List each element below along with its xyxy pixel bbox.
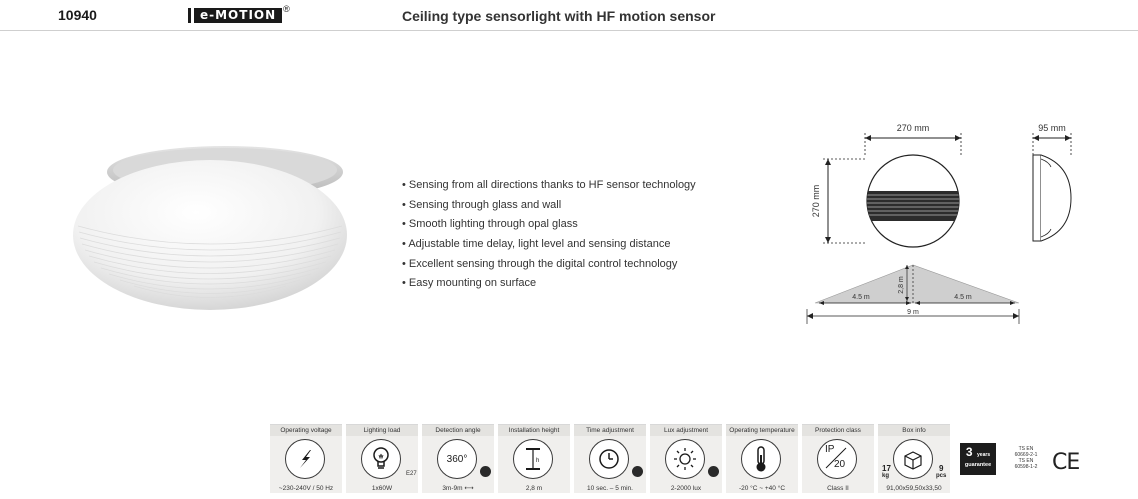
- dim-range-left-label: 4.5 m: [852, 294, 870, 301]
- guarantee-word: guarantee: [964, 462, 992, 468]
- feature-item: • Sensing from all directions thanks to HF sensor technology: [402, 176, 696, 196]
- spec-value: [422, 484, 494, 492]
- spec-label: Lighting load: [346, 425, 418, 436]
- dim-height-label: 270 mm: [811, 184, 821, 218]
- sun-icon: [665, 439, 705, 479]
- sensor-icon: [708, 466, 719, 477]
- ip-text: IP: [825, 444, 835, 455]
- box-pieces: 9: [939, 464, 944, 473]
- spec-label: Time adjustment: [574, 425, 646, 436]
- feature-item: • Excellent sensing through the digital control technology: [402, 255, 696, 275]
- detection-icon: [437, 439, 477, 479]
- feature-item: • Sensing through glass and wall: [402, 196, 696, 216]
- spec-protection-class: [802, 424, 874, 493]
- height-symbol: h: [536, 458, 540, 464]
- double-arrow-icon: ⟷: [464, 485, 474, 492]
- box-pieces-unit: pcs: [936, 473, 947, 479]
- feature-list: [402, 176, 696, 294]
- dim-range-right-label: 4.5 m: [954, 294, 972, 301]
- spec-value: -20 °C ~ +40 °C: [738, 485, 786, 492]
- thermometer-icon: [741, 439, 781, 479]
- spec-value: 2,8 m: [525, 485, 543, 492]
- feature-item: • Easy mounting on surface: [402, 274, 696, 294]
- product-image: [70, 140, 355, 325]
- box-weight: 17: [882, 464, 891, 473]
- registered-mark: ®: [283, 3, 290, 14]
- standard-item: TS EN: [1018, 458, 1034, 464]
- spec-strip: [270, 424, 950, 493]
- header-bar: [0, 0, 1138, 31]
- standard-item: 60598-1-2: [1014, 464, 1038, 470]
- spec-value: 1x60W: [371, 485, 393, 492]
- spec-value: 91,00x59,50x33,50: [886, 485, 942, 492]
- guarantee-number: 3: [965, 445, 973, 459]
- ceiling-lamp-illustration: [70, 140, 355, 320]
- spec-operating-voltage: [270, 424, 342, 493]
- dim-range-total-label: 9 m: [907, 309, 919, 316]
- page-title: Ceiling type sensorlight with HF motion sensor: [402, 8, 716, 24]
- spec-value: 10 sec. – 5 min.: [587, 485, 633, 492]
- dimension-drawing: [795, 115, 1095, 335]
- standards-list: [1011, 446, 1041, 470]
- guarantee-badge: [960, 443, 996, 475]
- spec-label: Operating temperature: [726, 425, 798, 436]
- box-weight-unit: kg: [882, 473, 890, 479]
- brand-logo: [188, 3, 290, 23]
- brand-name: e-MOTION: [194, 8, 282, 23]
- spec-lux-adjustment: [650, 424, 722, 493]
- dim-mount-height-label: 2,8 m: [898, 276, 905, 294]
- height-icon: [513, 439, 553, 479]
- sensor-icon: [632, 466, 643, 477]
- spec-label: Protection class: [802, 425, 874, 436]
- spec-time-adjustment: [574, 424, 646, 493]
- clock-icon: [589, 439, 629, 479]
- dim-width-label: 270 mm: [896, 123, 930, 133]
- spec-label: Installation height: [498, 425, 570, 436]
- standard-item: 60669-2-1: [1014, 452, 1038, 458]
- feature-item: • Smooth lighting through opal glass: [402, 215, 696, 235]
- lightning-icon: [285, 439, 325, 479]
- ip-icon: [817, 439, 857, 479]
- lamp-base-note: E27: [406, 471, 417, 477]
- spec-value: 2-2000 lux: [670, 485, 702, 492]
- technical-drawing: [795, 115, 1095, 330]
- spec-operating-temperature: [726, 424, 798, 493]
- spec-installation-height: [498, 424, 570, 493]
- spec-value: ~230-240V / 50 Hz: [278, 485, 334, 492]
- spec-box-info: [878, 424, 950, 493]
- feature-item: • Adjustable time delay, light level and sensing distance: [402, 235, 696, 255]
- ce-mark: CE: [1052, 450, 1080, 475]
- standard-item: TS EN: [1018, 446, 1034, 452]
- detection-angle-text: 360°: [446, 453, 468, 465]
- spec-lighting-load: [346, 424, 418, 493]
- box-icon: [893, 439, 933, 479]
- ip-rating: 20: [834, 459, 846, 470]
- detection-range: 3m-9m: [442, 485, 463, 492]
- spec-label: Detection angle: [422, 425, 494, 436]
- bulb-icon: [361, 439, 401, 479]
- spec-label: Lux adjustment: [650, 425, 722, 436]
- spec-value: Class II: [827, 485, 849, 492]
- spec-label: Box info: [878, 425, 950, 436]
- spec-detection-angle: [422, 424, 494, 493]
- dim-depth-label: 95 mm: [1038, 123, 1066, 133]
- guarantee-years: years: [977, 452, 991, 458]
- product-code: 10940: [58, 7, 97, 23]
- spec-label: Operating voltage: [270, 425, 342, 436]
- sensor-icon: [480, 466, 491, 477]
